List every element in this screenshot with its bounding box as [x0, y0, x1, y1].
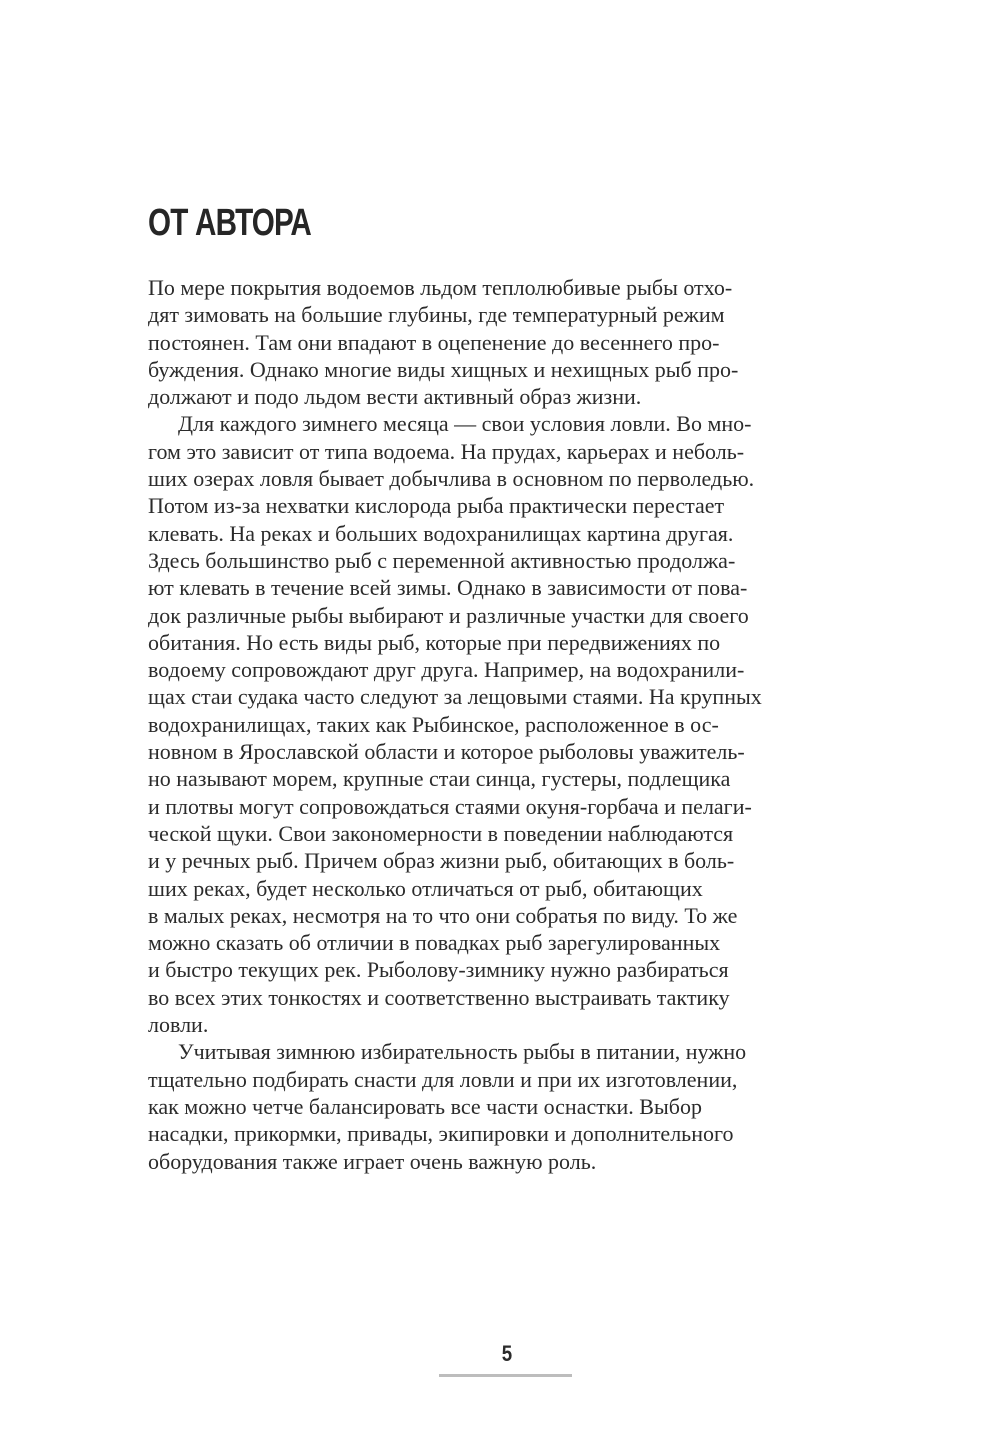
text-line: клевать. На реках и больших водохранилищах картина другая.: [148, 520, 734, 546]
text-line: обитания. Но есть виды рыб, которые при передвижениях по: [148, 629, 721, 655]
text-line: новном в Ярославской области и которое рыболовы уважитель-: [148, 739, 745, 765]
text-line: буждения. Однако многие виды хищных и нехищных рыб про-: [148, 356, 739, 382]
text-line: постоянен. Там они впадают в оцепенение до весеннего про-: [148, 329, 720, 355]
text-line: водоему сопровождают друг друга. Например, на водохранили-: [148, 657, 745, 683]
body-text: [148, 274, 848, 1175]
page-number: 5: [501, 1341, 513, 1366]
text-line: дят зимовать на большие глубины, где температурный режим: [148, 302, 725, 328]
text-line: и плотвы могут сопровождаться стаями окуня-горбача и пелаги-: [148, 793, 752, 819]
text-line: водохранилищах, таких как Рыбинское, расположенное в ос-: [148, 711, 719, 737]
text-line: во всех этих тонкостях и соответственно выстраивать тактику: [148, 984, 730, 1010]
page-number-rule: [439, 1374, 572, 1377]
text-line: ших озерах ловля бывает добычлива в основном по перволедью.: [148, 466, 755, 492]
text-line: док различные рыбы выбирают и различные участки для своего: [148, 602, 749, 628]
text-line: насадки, прикормки, привады, экипировки и дополнительного: [148, 1121, 734, 1147]
paragraph: [148, 274, 848, 410]
text-line: как можно четче балансировать все части оснастки. Выбор: [148, 1093, 702, 1119]
text-line: тщательно подбирать снасти для ловли и при их изготовлении,: [148, 1066, 738, 1092]
text-line: и быстро текущих рек. Рыболову-зимнику нужно разбираться: [148, 957, 729, 983]
text-line: но называют морем, крупные стаи синца, густеры, подлещика: [148, 766, 731, 792]
text-line: щах стаи судака часто следуют за лещовыми стаями. На крупных: [148, 684, 762, 710]
text-line: ловли.: [148, 1012, 209, 1038]
text-line: и у речных рыб. Причем образ жизни рыб, обитающих в боль-: [148, 848, 735, 874]
text-line: Здесь большинство рыб с переменной активностью продолжа-: [148, 547, 736, 573]
text-line: ческой щуки. Свои закономерности в поведении наблюдаются: [148, 820, 734, 846]
text-line: По мере покрытия водоемов льдом теплолюбивые рыбы отхо-: [148, 275, 733, 300]
text-line: Потом из-за нехватки кислорода рыба практически перестает: [148, 493, 725, 519]
text-line: можно сказать об отличии в повадках рыб зарегулированных: [148, 930, 721, 956]
text-line: ших реках, будет несколько отличаться от рыб, обитающих: [148, 875, 703, 901]
paragraph: [148, 1038, 848, 1174]
text-line: ют клевать в течение всей зимы. Однако в зависимости от пова-: [148, 575, 748, 601]
text-line: Для каждого зимнего месяца — свои условия ловли. Во мно-: [178, 411, 752, 437]
text-line: Учитывая зимнюю избирательность рыбы в питании, нужно: [178, 1039, 747, 1065]
page-title: ОТ АВТОРА: [148, 202, 312, 244]
text-line: в малых реках, несмотря на то что они собратья по виду. То же: [148, 902, 738, 928]
paragraph: [148, 410, 848, 1038]
text-line: оборудования также играет очень важную роль.: [148, 1148, 597, 1174]
text-line: гом это зависит от типа водоема. На прудах, карьерах и неболь-: [148, 438, 745, 464]
text-line: должают и подо льдом вести активный образ жизни.: [148, 384, 642, 410]
